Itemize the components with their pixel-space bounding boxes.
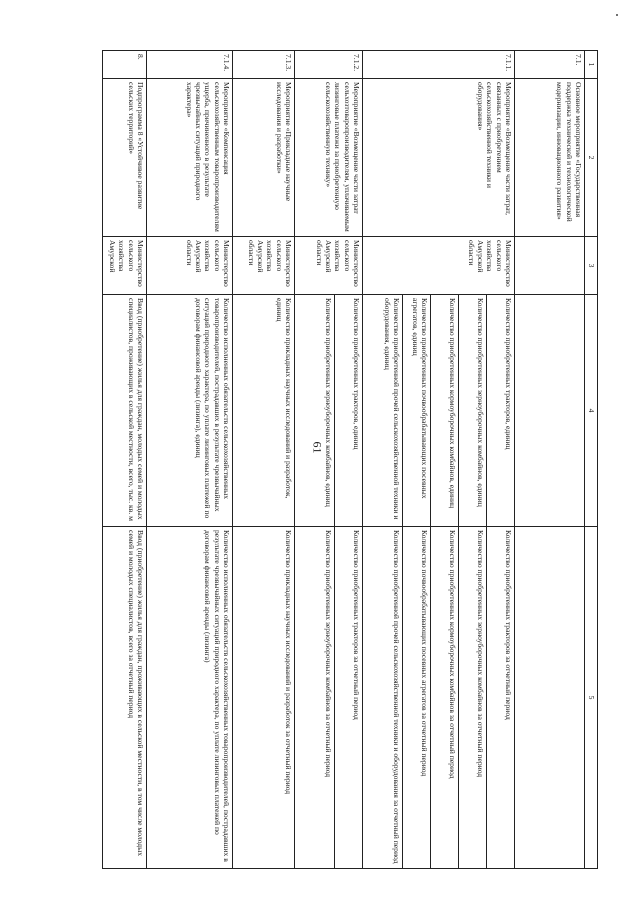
method-cell: Количество приобретенной прочей сельскохозяйственной техники и оборудования за отчетный период — [363, 527, 403, 869]
method-cell: Количество прикладных научных исследований и разработок за отчетный период — [233, 527, 295, 869]
executor-cell — [515, 237, 585, 295]
header-row — [585, 51, 598, 869]
table-row — [515, 51, 585, 869]
indicator-cell — [515, 295, 585, 527]
header-cell-1: 1 — [585, 51, 598, 79]
method-cell — [515, 527, 585, 869]
scan-artifact-dot — [616, 14, 618, 16]
page-number: 61 — [310, 441, 325, 454]
executor-cell: Министерство сельского хозяйства Амурской области — [363, 237, 515, 295]
indicator-cell: Количество приобретенных кормоуборочных комбайнов, единиц — [431, 295, 459, 527]
rotated-table-content — [110, 50, 598, 868]
table-row — [335, 51, 363, 869]
row-number: 7.1.3. — [233, 51, 295, 79]
measures-indicators-table — [102, 50, 598, 869]
method-cell: Количество приобретенных тракторов за отчетный период — [335, 527, 363, 869]
row-number: 8. — [103, 51, 147, 79]
method-cell: Количество приобретенных кормоуборочных комбайнов за отчетный период — [431, 527, 459, 869]
indicator-cell: Ввод (приобретение) жилья для граждан, молодых семей и молодых специалистов, проживающих в сельской местности, всего, тыс. кв. м — [103, 295, 147, 527]
measure-name: Мероприятие «Возмещение части затрат, связанных с приобретением сельскохозяйственной техники и оборудования» — [363, 79, 515, 237]
method-cell: Количество приобретенных зерноуборочных комбайнов за отчетный период — [459, 527, 487, 869]
measure-name: Основное мероприятие «Государственная поддержка технической и технологической модернизации, инновационного развития» — [515, 79, 585, 237]
header-cell-3: 3 — [585, 237, 598, 295]
indicator-cell: Количество приобретенных тракторов, единиц — [487, 295, 515, 527]
method-cell: Количество почвообрабатывающих посевных агрегатов за отчетный период — [403, 527, 431, 869]
executor-cell: Министерство сельского хозяйства Амурской области — [233, 237, 295, 295]
table-row — [147, 51, 233, 869]
measure-name: Подпрограмма 8 «Устойчивое развитие сельских территорий» — [103, 79, 147, 237]
indicator-cell: Количество прикладных научных исследований и разработок, единиц — [233, 295, 295, 527]
indicator-cell: Количество исполненных обязательств сельскохозяйственных товаропроизводителей, пострадавших в результате чрезвычайных ситуаций природного характера, по уплате лизинговых платежей по договорам финансовой аренды (лизинга), единиц — [147, 295, 233, 527]
table-row — [233, 51, 295, 869]
method-cell: Количество приобретенных зерноуборочных комбайнов за отчетный период — [295, 527, 335, 869]
header-cell-2: 2 — [585, 79, 598, 237]
measure-name: Мероприятие «Компенсация сельскохозяйственным товаропроизводителям ущерба, причиненного в результате чрезвычайных ситуаций природного характера» — [147, 79, 233, 237]
rotated-table-frame — [110, 50, 598, 868]
row-number: 7.1.1. — [363, 51, 515, 79]
measure-name: Мероприятие «Возмещение части затрат сельхозтоваропроизводителям, уплачиваемым лизинговые платежи за приобретенную сельскохозяйственную технику» — [295, 79, 363, 237]
method-cell: Количество исполненных обязательств сельскохозяйственных товаропроизводителей, пострадавших в результате чрезвычайных ситуаций природного характера, по уплате лизинговых платежей по договорам финансовой аренды (лизинга) — [147, 527, 233, 869]
indicator-cell: Количество приобретенных зерноуборочных комбайнов, единиц — [295, 295, 335, 527]
indicator-cell: Количество приобретенных зерноуборочных комбайнов, единиц — [459, 295, 487, 527]
method-cell: Ввод (приобретение) жилья для граждан, проживающих в сельской местности, в том числе молодых семей и молодых специалистов, всего за отчетный период — [103, 527, 147, 869]
method-cell: Количество приобретенных тракторов за отчетный период — [487, 527, 515, 869]
header-cell-4: 4 — [585, 295, 598, 527]
measure-name: Мероприятие «Прикладные научные исследования и разработки» — [233, 79, 295, 237]
indicator-cell: Количество приобретенных тракторов, единиц — [335, 295, 363, 527]
row-number: 7.1.4. — [147, 51, 233, 79]
executor-cell: Министерство сельского хозяйства Амурской области — [147, 237, 233, 295]
executor-cell: Министерство сельского хозяйства Амурской области — [295, 237, 363, 295]
indicator-cell: Количество приобретенной прочей сельскохозяйственной техники и оборудования, единиц — [363, 295, 403, 527]
header-cell-5: 5 — [585, 527, 598, 869]
row-number: 7.1.2. — [295, 51, 363, 79]
row-number: 7.1. — [515, 51, 585, 79]
executor-cell: Министерство сельского хозяйства Амурской — [103, 237, 147, 295]
indicator-cell: Количество приобретенных почвообрабатывающих посевных агрегатов, единиц — [403, 295, 431, 527]
table-row — [103, 51, 147, 869]
table-row — [487, 51, 515, 869]
